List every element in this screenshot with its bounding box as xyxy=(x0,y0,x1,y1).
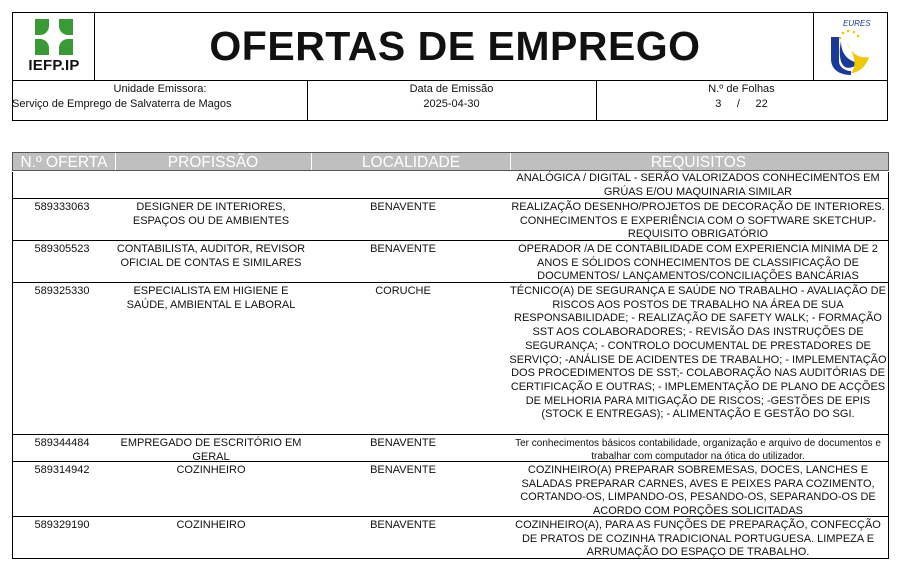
requirements: TÉCNICO(A) DE SEGURANÇA E SAÚDE NO TRABALHO - AVALIAÇÃO DE RISCOS AOS POSTOS DE TRABALHO NA ÁREA DE SUA RESPONSABILIDADE; - REALIZAÇÃO DE SAFETY WALK; - FORMAÇÃO SST AOS COLABORADORES; - REVISÃO DAS INSTRUÇÕES DE SEGURANÇA; - CONTROLO DOCUMENTAL DE PRESTADORES DE SERVIÇO; -ANÁLISE DE ACIDENTES DE TRABALHO; - IMPLEMENTAÇÃO DOS PROCEDIMENTOS DE SST;- COLABORAÇÃO NAS AUDITÓRIAS DE CERTIFICAÇÃO E OUTRAS; - IMPLEMENTAÇÃO DE PLANO DE ACÇÕES DE MELHORIA PARA MITIGAÇÃO DE RISCOS; -GESTÕES DE EPIS (STOCK E ENTREGAS); - ALIMENTAÇÃO E GESTÃO DO SGI. xyxy=(509,285,887,421)
offer-number: 589333063 xyxy=(34,201,90,213)
requirements: ANALÓGICA / DIGITAL - SERÃO VALORIZADOS CONHECIMENTOS EM GRÚAS E/OU MAQUINARIA SIMILAR xyxy=(516,172,880,198)
offer-number: 589329190 xyxy=(34,519,90,531)
profession: COZINHEIRO xyxy=(176,464,246,476)
header-top-row xyxy=(13,13,887,81)
requirements: Ter conhecimentos básicos contabilidade, organização e arquivo de documentos e trabalhar com computador na ótica do utilizador. xyxy=(515,438,881,462)
requirements: COZINHEIRO(A) PREPARAR SOBREMESAS, DOCES, LANCHES E SALADAS PREPARAR CARNES, AVES E PEIXES PARA COZIMENTO, CORTANDO-OS, LIMPANDO-OS, PESANDO-OS, SEPARANDO-OS DE ACORDO COM PORÇÕES SOLICITADAS xyxy=(520,464,876,518)
offer-number: 589314942 xyxy=(34,464,90,476)
table-body xyxy=(12,172,889,559)
profession: DESIGNER DE INTERIORES, ESPAÇOS OU DE AMBIENTES xyxy=(132,201,290,227)
table-row xyxy=(13,283,888,435)
profession: EMPREGADO DE ESCRITÓRIO EM GERAL xyxy=(120,437,302,463)
sheet-total: 22 xyxy=(755,98,768,110)
column-header-profession: PROFISSÃO xyxy=(167,154,259,171)
issuing-unit-label: Unidade Emissora: xyxy=(113,83,207,95)
table-row xyxy=(13,241,888,283)
sheet-separator: / xyxy=(736,98,740,110)
issuing-unit-value: Serviço de Emprego de Salvaterra de Magos xyxy=(12,98,232,110)
eures-logo-icon xyxy=(821,17,879,77)
header-info-row xyxy=(13,81,887,120)
table-row xyxy=(13,172,888,199)
location: BENAVENTE xyxy=(370,519,436,531)
location: CORUCHE xyxy=(375,285,431,297)
table-row xyxy=(13,435,888,462)
table-row xyxy=(13,462,888,517)
issue-date-value: 2025-04-30 xyxy=(423,98,480,110)
location: BENAVENTE xyxy=(370,243,436,255)
iefp-logo xyxy=(13,13,95,80)
offer-number: 589305523 xyxy=(34,243,90,255)
column-header-offer-number: N.º OFERTA xyxy=(13,153,116,170)
profession: ESPECIALISTA EM HIGIENE E SAÚDE, AMBIENTAL E LABORAL xyxy=(126,285,296,311)
table-row xyxy=(13,517,888,559)
profession: COZINHEIRO xyxy=(176,519,246,531)
sheet-count-value xyxy=(596,98,887,110)
sheet-count-label: N.º de Folhas xyxy=(708,83,775,95)
issue-date-label: Data de Emissão xyxy=(409,83,494,95)
location: BENAVENTE xyxy=(370,437,436,449)
table-header xyxy=(12,152,889,171)
offer-number: 589325330 xyxy=(34,285,90,297)
offer-number: 589344484 xyxy=(34,437,90,449)
location: BENAVENTE xyxy=(370,464,436,476)
requirements: COZINHEIRO(A), PARA AS FUNÇÕES DE PREPARAÇÃO, CONFECÇÃO DE PRATOS DE COZINHA TRADICIONAL PORTUGUESA. LIMPEZA E ARRUMAÇÃO DO ESPAÇO DE TRABALHO. xyxy=(515,519,881,559)
iefp-logo-text: IEFP.IP xyxy=(28,57,80,74)
sheet-count xyxy=(596,81,887,120)
location: BENAVENTE xyxy=(370,201,436,213)
table-row xyxy=(13,199,888,241)
eures-logo-label: EURES xyxy=(843,19,871,28)
column-header-location: LOCALIDADE xyxy=(311,153,511,170)
sheet-current: 3 xyxy=(715,98,722,110)
page-title: OFERTAS DE EMPREGO xyxy=(209,23,701,69)
issue-date xyxy=(307,81,597,120)
profession: CONTABILISTA, AUDITOR, REVISOR OFICIAL DE CONTAS E SIMILARES xyxy=(116,243,306,269)
requirements: OPERADOR /A DE CONTABILIDADE COM EXPERIENCIA MINIMA DE 2 ANOS E SÓLIDOS CONHECIMENTOS DE CLASSIFICAÇÃO DE DOCUMENTOS/ LANÇAMENTOS/CONCILIAÇÕES BANCÁRIAS xyxy=(518,243,878,283)
column-header-requirements: REQUISITOS xyxy=(650,154,747,171)
iefp-logo-icon xyxy=(31,17,77,57)
eures-logo xyxy=(813,13,887,80)
document-header xyxy=(12,12,888,121)
issuing-unit xyxy=(13,81,308,120)
requirements: REALIZAÇÃO DESENHO/PROJETOS DE DECORAÇÃO DE INTERIORES. CONHECIMENTOS E EXPERIÊNCIA COM O SOFTWARE SKETCHUP-REQUISITO OBRIGATÓRIO xyxy=(511,201,885,241)
